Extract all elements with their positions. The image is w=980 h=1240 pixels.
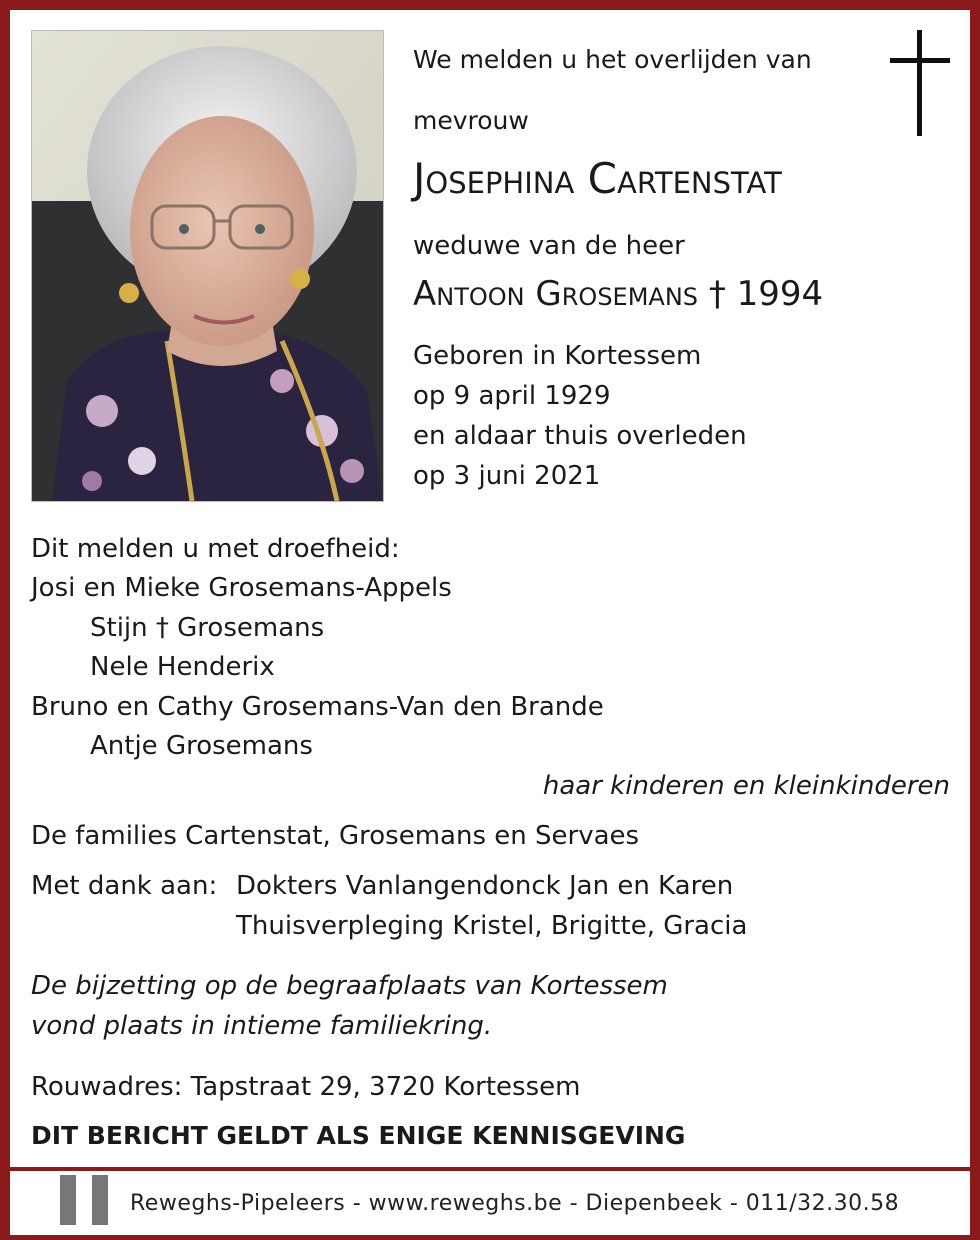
died-place: en aldaar thuis overleden (413, 421, 747, 451)
honorific: mevrouw (413, 106, 529, 135)
family-line: Antje Grosemans (90, 731, 313, 761)
family-line: Nele Henderix (90, 652, 275, 682)
born-place: Geboren in Kortessem (413, 341, 702, 371)
funeral-home-logo-icon (60, 1175, 76, 1225)
portrait-illustration (32, 31, 383, 501)
burial-line: vond plaats in intieme familiekring. (31, 1011, 493, 1041)
widow-of-text: weduwe van de heer (413, 231, 685, 261)
thanks-label: Met dank aan: (31, 871, 218, 901)
burial-line: De bijzetting op de begraafplaats van Kortessem (31, 971, 668, 1001)
address-text: Rouwadres: Tapstraat 29, 3720 Kortessem (31, 1072, 581, 1102)
notice-text: DIT BERICHT GELDT ALS ENIGE KENNISGEVING (31, 1121, 686, 1150)
families-text: De families Cartenstat, Grosemans en Servaes (31, 821, 640, 851)
intro-text: We melden u het overlijden van (413, 45, 812, 74)
deceased-name: Josephina Cartenstat (413, 154, 782, 203)
portrait-photo (31, 30, 384, 502)
died-date: op 3 juni 2021 (413, 461, 601, 491)
relation-text: haar kinderen en kleinkinderen (542, 771, 950, 801)
family-heading: Dit melden u met droefheid: (31, 534, 400, 564)
spouse-name: Antoon Grosemans † 1994 (413, 274, 824, 314)
footer-divider (10, 1167, 970, 1171)
funeral-home-logo-icon-part (92, 1175, 108, 1225)
family-line: Josi en Mieke Grosemans-Appels (31, 573, 452, 603)
family-line: Stijn † Grosemans (90, 613, 325, 643)
family-line: Bruno en Cathy Grosemans-Van den Brande (31, 692, 604, 722)
thanks-line: Thuisverpleging Kristel, Brigitte, Gracia (236, 911, 748, 941)
born-date: op 9 april 1929 (413, 381, 611, 411)
cross-icon-bar (890, 58, 950, 63)
cross-icon (917, 30, 922, 136)
footer-text: Reweghs-Pipeleers - www.reweghs.be - Diepenbeek - 011/32.30.58 (130, 1191, 900, 1216)
thanks-line: Dokters Vanlangendonck Jan en Karen (236, 871, 734, 901)
